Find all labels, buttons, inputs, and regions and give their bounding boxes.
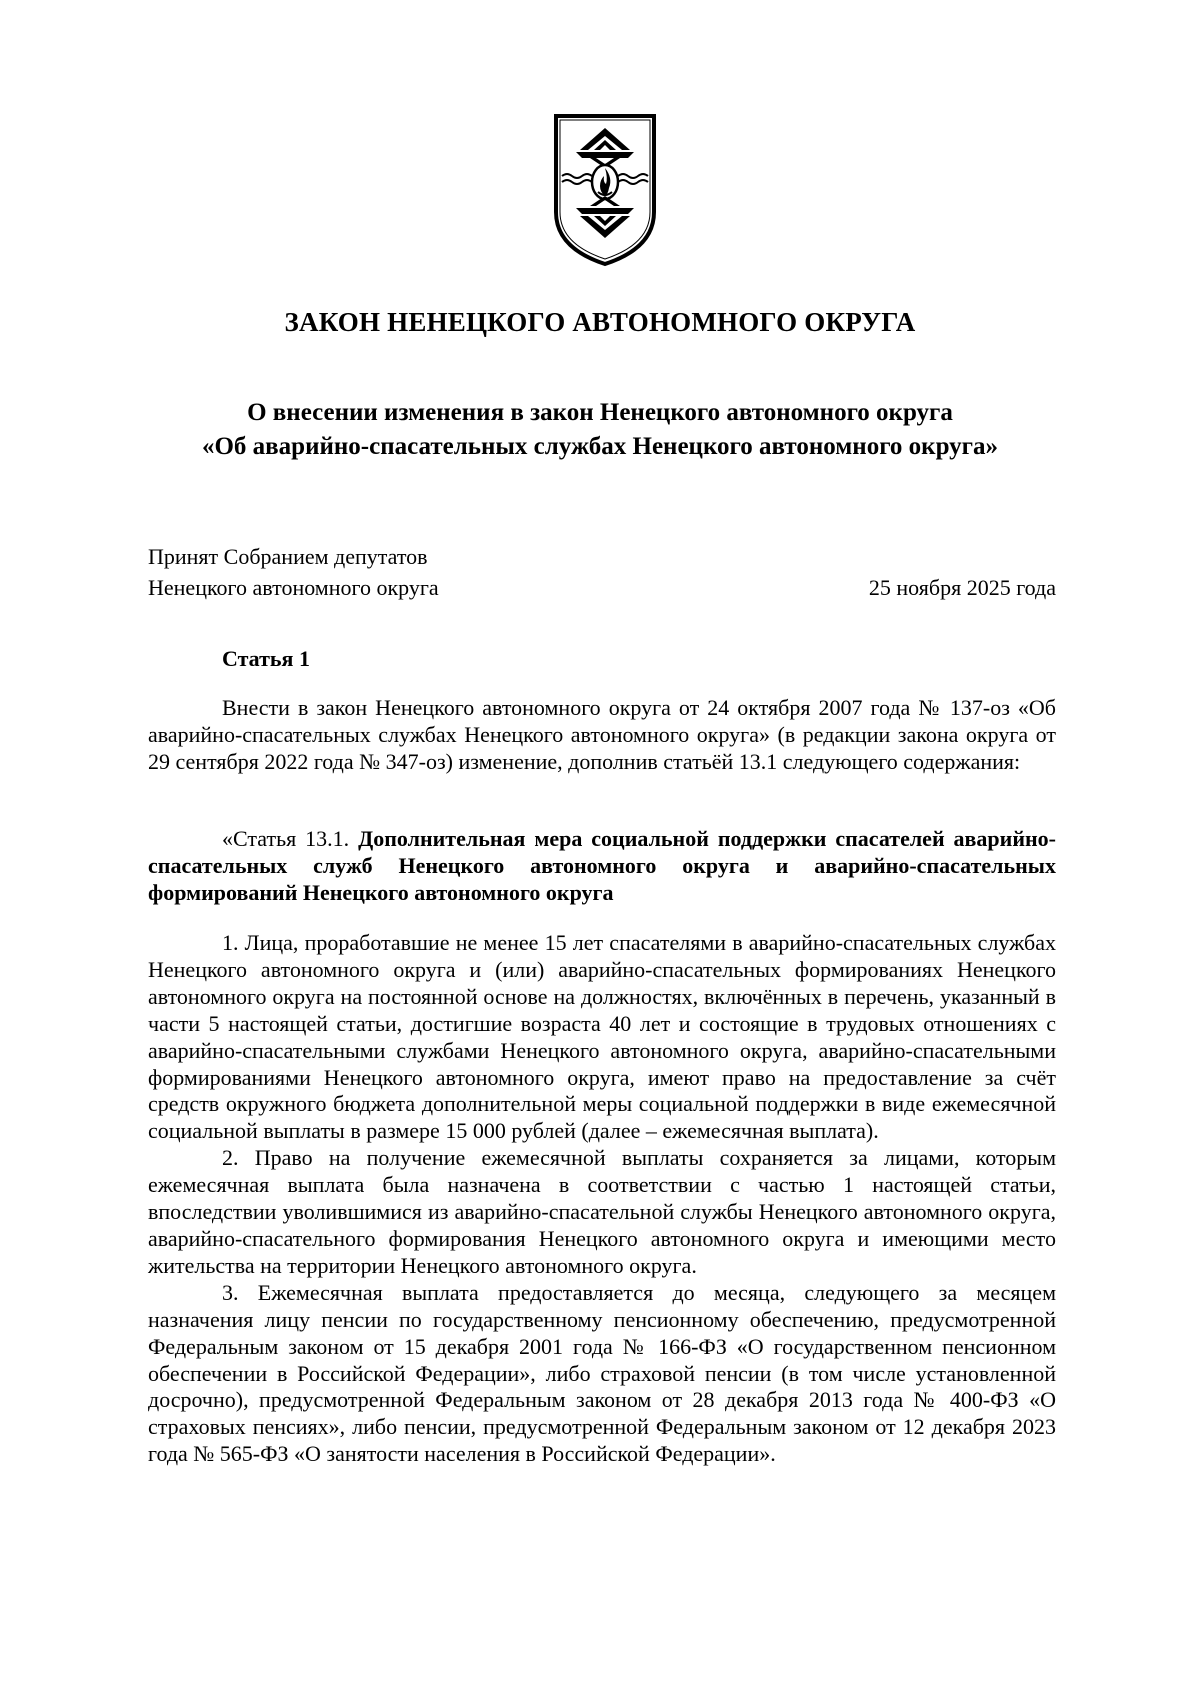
article-heading: Статья 1 [222, 646, 310, 671]
clause-2: 2. Право на получение ежемесячной выплаты сохраняется за лицами, которым ежемесячная выплата была назначена в соответствии с частью 1 настоящей статьи, впоследствии уволившимися из аварийно-спасательной службы Ненецкого автономного округа, аварийно-спасательного формирования Ненецкого автономного округа и имеющими место жительства на территории Ненецкого автономного округа. [148, 1145, 1056, 1278]
new-article-title: Дополнительная мера социальной поддержки спасателей аварийно-спасательных служб Ненецкого автономного округа и аварийно-спасательных формирований Ненецкого автономного округа [148, 826, 1057, 905]
new-article-heading-block [148, 826, 1056, 907]
law-subtitle-line-1: О внесении изменения в закон Ненецкого автономного округа [247, 399, 953, 426]
law-subtitle [100, 396, 1100, 464]
article-intro-block [148, 695, 1056, 776]
adoption-body-line-2: Ненецкого автономного округа [148, 575, 439, 600]
adoption-body-line-1: Принят Собранием депутатов [148, 544, 428, 569]
new-article-number: «Статья 13.1. [222, 826, 350, 851]
new-article-heading [148, 826, 1056, 907]
adoption-date: 25 ноября 2025 года [868, 575, 1056, 600]
clauses-block [148, 930, 1056, 1468]
clause-1: 1. Лица, проработавшие не менее 15 лет спасателями в аварийно-спасательных службах Ненецкого автономного округа и (или) аварийно-спасательных формированиях Ненецкого автономного округа на постоянной основе на должностях, включённых в перечень, указанный в части 5 настоящей статьи, достигшие возраста 40 лет и состоящие в трудовых отношениях с аварийно-спасательными службами Ненецкого автономного округа, аварийно-спасательными формированиями Ненецкого автономного округа, имеют право на предоставление за счёт средств окружного бюджета дополнительной меры социальной поддержки в виде ежемесячной социальной выплаты в размере 15 000 рублей (далее – ежемесячная выплата). [148, 930, 1056, 1144]
law-subtitle-line-2: «Об аварийно-спасательных службах Ненецкого автономного округа» [201, 433, 999, 460]
clause-3: 3. Ежемесячная выплата предоставляется до месяца, следующего за месяцем назначения лицу пенсии по государственному пенсионному обеспечению, предусмотренной Федеральным законом от 15 декабря 2001 года № 166-ФЗ «О государственном пенсионном обеспечении в Российской Федерации», либо страховой пенсии (в том числе установленной досрочно), предусмотренной Федеральным законом от 28 декабря 2013 года № 400-ФЗ «О страховых пенсиях», либо пенсии, предусмотренной Федеральным законом от 12 декабря 2023 года № 565-ФЗ «О занятости населения в Российской Федерации». [148, 1279, 1056, 1467]
article-intro: Внести в закон Ненецкого автономного округа от 24 октября 2007 года № 137-оз «Об аварийно-спасательных службах Ненецкого автономного округа» (в редакции закона округа от 29 сентября 2022 года № 347-оз) изменение, дополнив статьёй 13.1 следующего содержания: [148, 695, 1056, 774]
adoption-body [148, 541, 439, 603]
law-title: ЗАКОН НЕНЕЦКОГО АВТОНОМНОГО ОКРУГА [284, 307, 916, 337]
nenets-coat-of-arms-icon [550, 112, 660, 268]
